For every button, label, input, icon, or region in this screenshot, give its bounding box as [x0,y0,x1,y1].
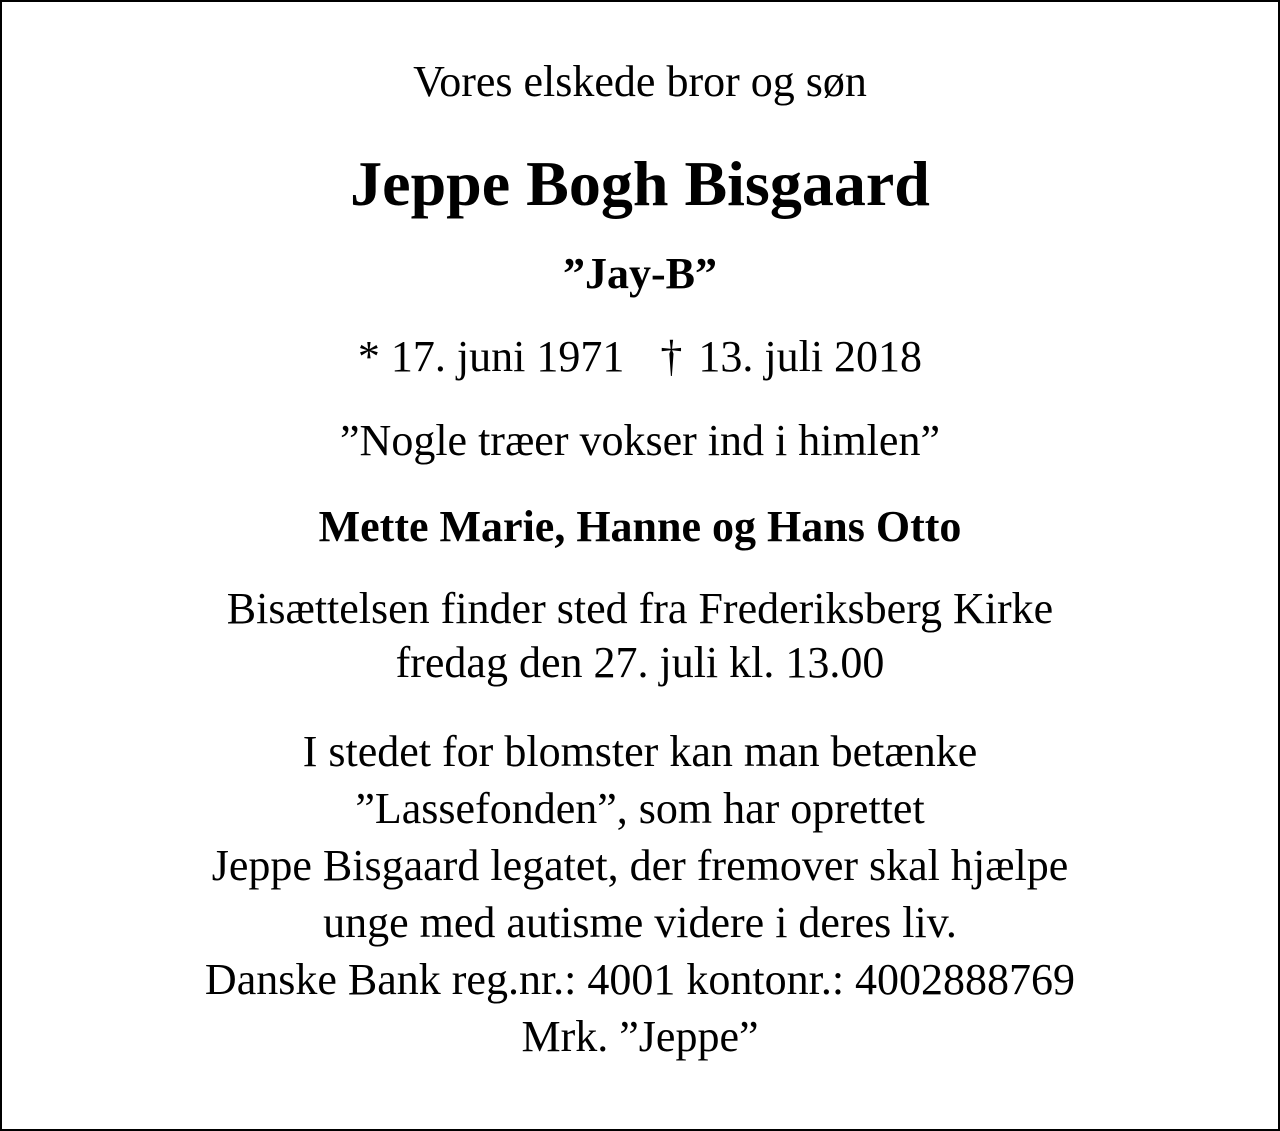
donation-line: I stedet for blomster kan man betænke [302,727,978,776]
obituary-content [2,2,1278,1129]
donation-details [2,723,1278,1065]
family-names: Mette Marie, Hanne og Hans Otto [318,502,962,551]
bank-account-line: Danske Bank reg.nr.: 4001 kontonr.: 4002888769 [204,955,1076,1004]
donation-line: ”Lassefonden”, som har oprettet [355,784,925,833]
nickname: ”Jay-B” [563,249,717,298]
payment-reference-line: Mrk. ”Jeppe” [521,1012,759,1061]
memorial-quote: ”Nogle træer vokser ind i himlen” [340,416,940,465]
service-line: Bisættelsen finder sted fra Frederiksberg Kirke [226,584,1054,633]
life-dates [2,329,1278,385]
donation-line: Jeppe Bisgaard legatet, der fremover skal hjælpe [211,841,1069,890]
deceased-name: Jeppe Bogh Bisgaard [350,148,930,219]
birth-date: * 17. juni 1971 [357,332,625,381]
service-details [2,582,1278,690]
intro-line: Vores elskede bror og søn [413,57,867,106]
dagger-icon: † [660,332,683,381]
death-date: 13. juli 2018 [698,332,923,381]
service-line: fredag den 27. juli kl. 13.00 [395,638,885,687]
donation-line: unge med autisme videre i deres liv. [323,898,957,947]
